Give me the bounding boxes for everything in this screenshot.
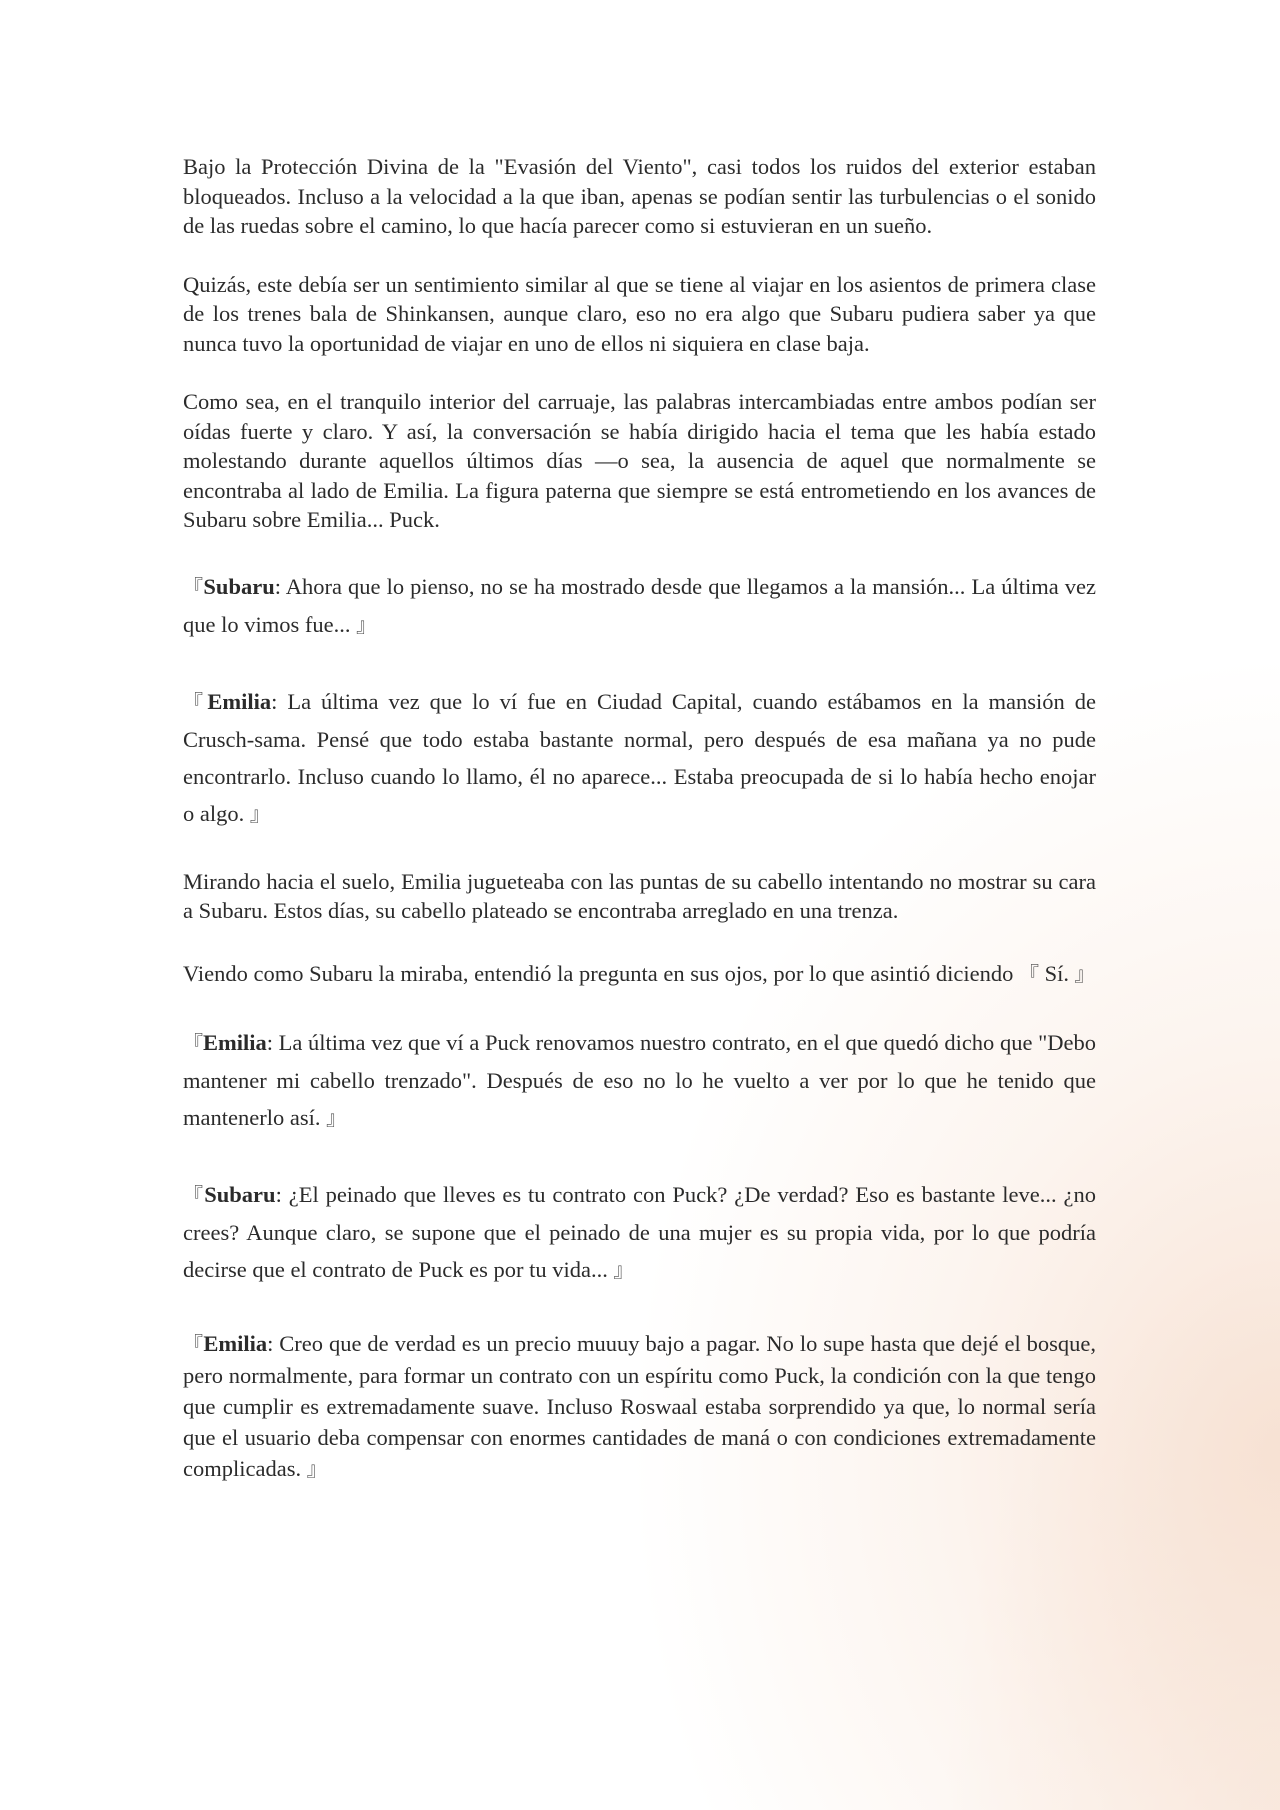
speaker-name: Emilia bbox=[203, 1330, 268, 1356]
dialogue-text: La última vez que ví a Puck renovamos nuestro contrato, en el que quedó dicho que "Debo mantener mi cabello trenzado". Después de eso no lo he vuelto a ver por lo que he tenido que mantenerlo así. bbox=[183, 1029, 1096, 1130]
dialogue-line bbox=[183, 683, 1096, 833]
dialogue-line bbox=[183, 568, 1096, 644]
open-quote-bracket: 『 bbox=[183, 1331, 204, 1356]
narration-paragraph bbox=[183, 152, 1096, 241]
dialogue-text: Ahora que lo pienso, no se ha mostrado desde que llegamos a la mansión... La última vez que lo vimos fue... bbox=[183, 573, 1096, 637]
speaker-separator: : bbox=[271, 688, 278, 714]
close-quote-bracket: 』 bbox=[613, 1257, 634, 1282]
close-quote-bracket: 』 bbox=[326, 1105, 347, 1130]
paragraph-text: Quizás, este debía ser un sentimiento similar al que se tiene al viajar en los asientos de primera clase de los trenes bala de Shinkansen, aunque claro, eso no era algo que Subaru pudiera saber ya que nunca tuvo la oportunidad de viajar en uno de ellos ni siquiera en clase baja. bbox=[183, 271, 1096, 356]
close-quote-bracket: 』 bbox=[356, 612, 377, 637]
paragraph-text: Como sea, en el tranquilo interior del carruaje, las palabras intercambiadas entre ambos podían ser oídas fuerte y claro. Y así, la conversación se había dirigido hacia el tema que les había estado molestando durante aquellos últimos días —o sea, la ausencia de aquel que normalmente se encontraba al lado de Emilia. La figura paterna que siempre se está entrometiendo en los avances de Subaru sobre Emilia... Puck. bbox=[183, 389, 1096, 532]
close-quote-bracket: 』 bbox=[306, 1456, 327, 1481]
open-quote-bracket: 『 bbox=[183, 689, 208, 714]
narration-paragraph bbox=[183, 387, 1096, 535]
paragraph-text: Viendo como Subaru la miraba, entendió la pregunta en sus ojos, por lo que asintió diciendo bbox=[183, 960, 1019, 986]
paragraph-text: Mirando hacia el suelo, Emilia jugueteaba con las puntas de su cabello intentando no mostrar su cara a Subaru. Estos días, su cabello plateado se encontraba arreglado en una trenza. bbox=[183, 868, 1096, 923]
dialogue-line bbox=[183, 1024, 1096, 1137]
open-quote-bracket: 『 bbox=[183, 1030, 204, 1055]
speaker-separator: : bbox=[266, 1029, 274, 1055]
narration-paragraph bbox=[183, 270, 1096, 359]
dialogue-text: ¿El peinado que lleves es tu contrato con Puck? ¿De verdad? Eso es bastante leve... ¿no crees? Aunque claro, se supone que el peinado de una mujer es su propia vida, por lo que podría decirse que el contrato de Puck es por tu vida... bbox=[183, 1181, 1096, 1282]
speaker-name: Subaru bbox=[203, 573, 275, 599]
speaker-separator: : bbox=[267, 1330, 274, 1356]
dialogue-text: Creo que de verdad es un precio muuuy bajo a pagar. No lo supe hasta que dejé el bosque, pero normalmente, para formar un contrato con un espíritu como Puck, la condición con la que tengo que cumplir es extremadamente suave. Incluso Roswaal estaba sorprendido ya que, lo normal sería que el usuario deba compensar con enormes cantidades de maná o con condiciones extremadamente complicadas. bbox=[183, 1330, 1097, 1481]
open-quote-bracket: 『 bbox=[1018, 961, 1039, 986]
dialogue-line bbox=[183, 1328, 1096, 1485]
dialogue-line bbox=[183, 1176, 1096, 1289]
speaker-separator: : bbox=[275, 1181, 282, 1207]
open-quote-bracket: 『 bbox=[183, 1182, 205, 1207]
quoted-reply: Sí. bbox=[1038, 960, 1075, 986]
open-quote-bracket: 『 bbox=[183, 574, 204, 599]
close-quote-bracket: 』 bbox=[1074, 961, 1095, 986]
close-quote-bracket: 』 bbox=[249, 801, 270, 826]
paragraph-text: Bajo la Protección Divina de la "Evasión del Viento", casi todos los ruidos del exterior estaban bloqueados. Incluso a la velocidad a la que iban, apenas se podían sentir las turbulencias o el sonido de las ruedas sobre el camino, lo que hacía parecer como si estuvieran en un sueño. bbox=[183, 154, 1096, 238]
speaker-name: Subaru bbox=[204, 1181, 276, 1207]
speaker-name: Emilia bbox=[203, 1029, 267, 1055]
narration-paragraph bbox=[183, 867, 1096, 926]
speaker-separator: : bbox=[274, 573, 281, 599]
narration-paragraph bbox=[183, 955, 1096, 993]
document-body bbox=[183, 152, 1096, 1524]
dialogue-text: La última vez que lo ví fue en Ciudad Capital, cuando estábamos en la mansión de Crusch-sama. Pensé que todo estaba bastante normal, pero después de esa mañana ya no pude encontrarlo. Incluso cuando lo llamo, él no aparece... Estaba preocupada de si lo había hecho enojar o algo. bbox=[183, 688, 1096, 826]
speaker-name: Emilia bbox=[207, 688, 272, 714]
